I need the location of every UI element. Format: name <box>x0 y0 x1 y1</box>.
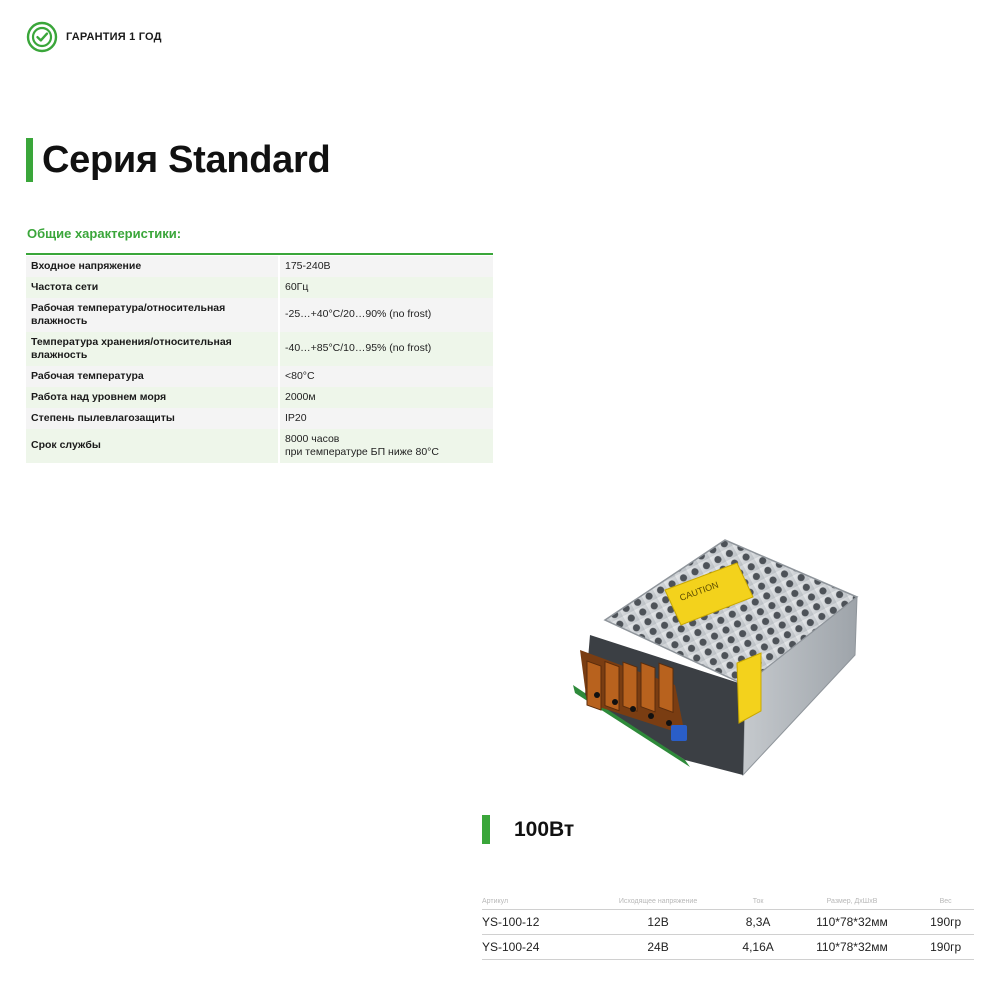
spec-value: 175-240В <box>280 256 493 277</box>
column-header: Ток <box>752 898 764 905</box>
spec-label: Частота сети <box>26 277 280 298</box>
spec-row <box>26 408 493 429</box>
cell-size: 110*78*32мм <box>787 935 918 960</box>
model-heading <box>482 815 574 844</box>
cell-current: 4,16А <box>730 935 787 960</box>
spec-value: 2000м <box>280 387 493 408</box>
spec-value: 60Гц <box>280 277 493 298</box>
column-header: Размер, ДхШхВ <box>826 898 878 905</box>
spec-value-multiline <box>280 429 493 463</box>
spec-row <box>26 256 493 277</box>
spec-value: -25…+40°C/20…90% (no frost) <box>280 298 493 332</box>
spec-label: Работа над уровнем моря <box>26 387 280 408</box>
spec-label: Температура хранения/относительная влажность <box>26 332 280 366</box>
spec-label: Степень пылевлагозащиты <box>26 408 280 429</box>
spec-table <box>26 256 493 463</box>
column-header: Артикул <box>482 898 509 905</box>
spec-row <box>26 366 493 387</box>
spec-row <box>26 332 493 366</box>
model-accent-bar <box>482 815 490 844</box>
cell-weight: 190гр <box>917 935 974 960</box>
spec-row <box>26 298 493 332</box>
power-supply-image <box>565 535 885 785</box>
spec-value-line: 8000 часов <box>285 432 340 445</box>
table-row <box>482 935 974 960</box>
cell-article: YS-100-24 <box>482 935 587 960</box>
model-table <box>482 896 974 960</box>
spec-row <box>26 387 493 408</box>
warranty-badge-icon <box>26 21 58 53</box>
spec-label: Срок службы <box>26 429 280 463</box>
cell-weight: 190гр <box>917 910 974 935</box>
spec-row <box>26 429 493 463</box>
warranty-badge <box>26 21 162 53</box>
spec-value-line: при температуре БП ниже 80°C <box>285 446 439 458</box>
spec-value: <80°C <box>280 366 493 387</box>
spec-divider <box>26 253 493 255</box>
cell-size: 110*78*32мм <box>787 910 918 935</box>
spec-label: Входное напряжение <box>26 256 280 277</box>
table-row <box>482 910 974 935</box>
spec-row <box>26 277 493 298</box>
model-title: 100Вт <box>514 817 575 841</box>
spec-value: IP20 <box>280 408 493 429</box>
spec-label: Рабочая температура <box>26 366 280 387</box>
page-title-block <box>26 138 330 182</box>
spec-heading: Общие характеристики: <box>27 226 182 241</box>
column-header: Вес <box>939 898 952 905</box>
cell-article: YS-100-12 <box>482 910 587 935</box>
cell-current: 8,3А <box>730 910 787 935</box>
cell-voltage: 12В <box>587 910 730 935</box>
spec-label: Рабочая температура/относительная влажность <box>26 298 280 332</box>
warranty-text: ГАРАНТИЯ 1 ГОД <box>66 31 162 43</box>
cell-voltage: 24В <box>587 935 730 960</box>
column-header: Исходящее напряжение <box>618 898 698 905</box>
model-table-header <box>482 896 974 910</box>
title-accent-bar <box>26 138 33 182</box>
spec-value: -40…+85°C/10…95% (no frost) <box>280 332 493 366</box>
page-title: Серия Standard <box>42 138 331 181</box>
caution-label: CAUTION <box>678 579 720 603</box>
